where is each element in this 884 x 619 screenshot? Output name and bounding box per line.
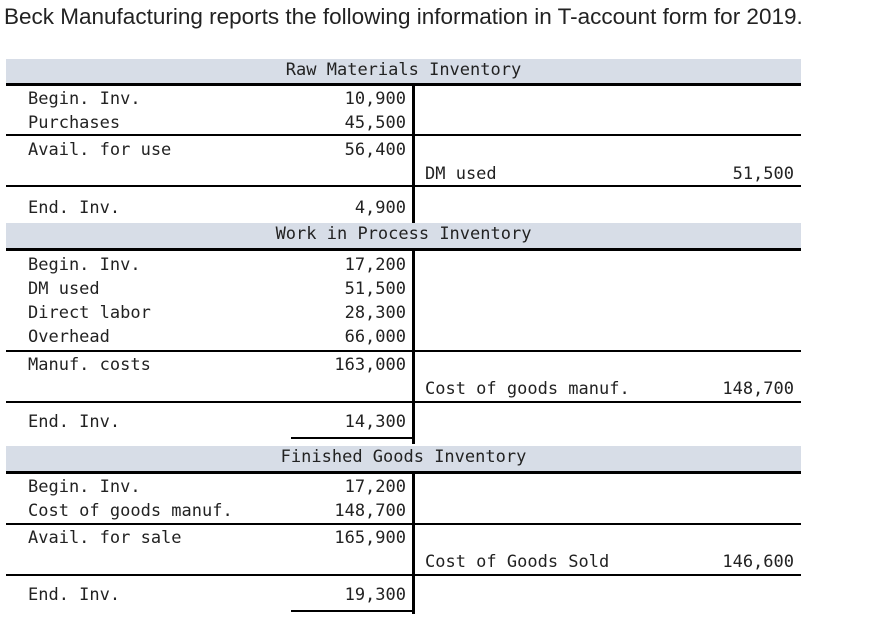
- wip-debit-value: 28,300: [344, 303, 406, 323]
- wip-title: Work in Process Inventory: [275, 224, 532, 244]
- rm-debit-label: Avail. for use: [28, 140, 172, 160]
- wip-debit-value: 51,500: [344, 279, 406, 299]
- finished-goods-header: [6, 446, 801, 474]
- finished-goods-subtotal-line: [6, 523, 801, 525]
- wip-debit-label: Overhead: [28, 327, 110, 347]
- rm-debit-value: 45,500: [344, 113, 406, 133]
- finished-goods-ending-underline: [291, 610, 412, 612]
- wip-t-divider: [412, 251, 415, 444]
- finished-goods-t-divider: [412, 474, 415, 614]
- fg-ending-value: 19,300: [344, 585, 406, 605]
- rm-debit-label: Begin. Inv.: [28, 89, 141, 109]
- wip-balance-line: [6, 401, 801, 403]
- rm-ending-label: End. Inv.: [28, 198, 121, 218]
- wip-header: [6, 223, 801, 251]
- wip-credit-label: Cost of goods manuf.: [425, 379, 630, 399]
- wip-ending-label: End. Inv.: [28, 412, 121, 432]
- wip-debit-label: Direct labor: [28, 303, 151, 323]
- wip-subtotal-line: [6, 350, 801, 352]
- wip-debit-value: 163,000: [334, 355, 406, 375]
- raw-materials-title: Raw Materials Inventory: [285, 60, 522, 80]
- rm-credit-label: DM used: [425, 164, 497, 184]
- fg-ending-label: End. Inv.: [28, 585, 121, 605]
- fg-debit-label: Avail. for sale: [28, 528, 182, 548]
- finished-goods-balance-line: [6, 574, 801, 576]
- rm-ending-value: 4,900: [354, 198, 406, 218]
- raw-materials-subtotal-line: [6, 134, 801, 136]
- wip-credit-value: 148,700: [722, 379, 794, 399]
- rm-debit-label: Purchases: [28, 113, 121, 133]
- wip-ending-value: 14,300: [344, 412, 406, 432]
- rm-debit-value: 10,900: [344, 89, 406, 109]
- intro-text: Beck Manufacturing reports the following information in T-account form for 2019.: [4, 4, 803, 29]
- wip-ending-underline: [291, 437, 412, 439]
- finished-goods-title: Finished Goods Inventory: [280, 447, 527, 467]
- wip-debit-value: 17,200: [344, 255, 406, 275]
- rm-credit-value: 51,500: [732, 164, 794, 184]
- rm-debit-value: 56,400: [344, 140, 406, 160]
- wip-debit-label: Begin. Inv.: [28, 255, 141, 275]
- wip-debit-value: 66,000: [344, 327, 406, 347]
- fg-credit-value: 146,600: [722, 552, 794, 572]
- raw-materials-balance-line: [6, 185, 801, 187]
- fg-credit-label: Cost of Goods Sold: [425, 552, 610, 572]
- raw-materials-header: [6, 59, 801, 86]
- wip-debit-label: Manuf. costs: [28, 355, 151, 375]
- fg-debit-label: Begin. Inv.: [28, 477, 141, 497]
- wip-debit-label: DM used: [28, 279, 100, 299]
- fg-debit-value: 17,200: [344, 477, 406, 497]
- fg-debit-value: 148,700: [334, 501, 406, 521]
- fg-debit-value: 165,900: [334, 528, 406, 548]
- fg-debit-label: Cost of goods manuf.: [28, 501, 233, 521]
- raw-materials-t-divider: [412, 86, 415, 223]
